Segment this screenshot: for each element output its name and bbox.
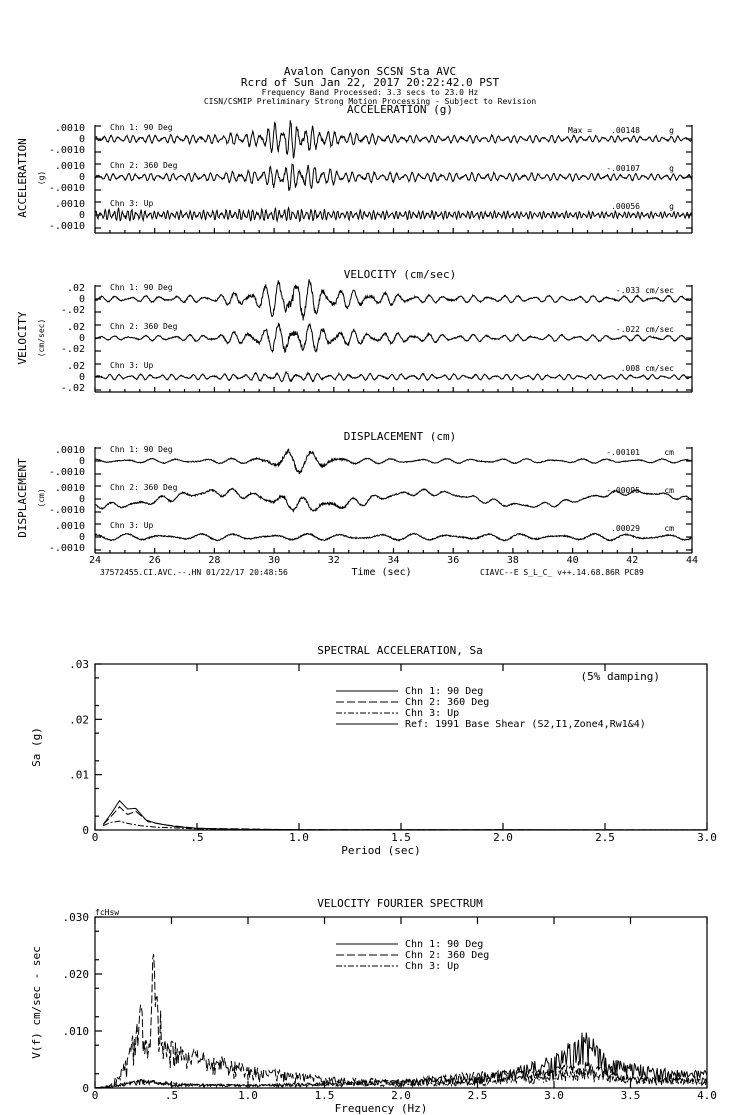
x-tick-label: 1.0 <box>289 831 309 844</box>
channel-max-value: -.033 <box>615 286 640 295</box>
x-tick-label: 32 <box>327 555 340 566</box>
trace-velocity-chn3 <box>95 372 692 382</box>
series-2-line <box>103 807 707 830</box>
channel-unit: g <box>669 202 674 211</box>
x-tick-label: 24 <box>88 555 102 566</box>
y-tick-label: 0 <box>78 172 85 183</box>
channel-unit: g <box>669 126 674 135</box>
plot-frame <box>95 917 707 1088</box>
x-tick-label: 2.0 <box>493 831 513 844</box>
y-axis-label: Sa (g) <box>30 727 43 767</box>
channel-max-value: -.00095 <box>606 486 640 495</box>
trace-acceleration-chn3 <box>95 208 692 222</box>
header-processing-note: CISN/CSMIP Preliminary Strong Motion Processing - Subject to Revision <box>203 97 537 106</box>
x-tick-label: 3.0 <box>544 1089 564 1102</box>
y-tick-label: .01 <box>69 768 89 782</box>
chart-title: VELOCITY FOURIER SPECTRUM <box>317 897 483 910</box>
y-tick-label: .02 <box>69 713 89 727</box>
x-tick-label: 4.0 <box>697 1089 717 1102</box>
panel-y-unit: (g) <box>37 170 46 186</box>
header-record-time: Rcrd of Sun Jan 22, 2017 20:22:42.0 PST <box>240 76 500 89</box>
channel-label: Chn 3: Up <box>110 521 154 530</box>
channel-unit: cm/sec <box>645 325 674 334</box>
trace-velocity-chn2 <box>95 324 692 352</box>
x-tick-label: 42 <box>626 555 639 566</box>
y-tick-label: .0010 <box>54 483 85 494</box>
y-tick-label: .020 <box>62 968 89 981</box>
channel-max-value: -.022 <box>615 325 640 334</box>
channel-max-value: .008 <box>620 364 640 373</box>
series-1-line <box>103 801 707 830</box>
x-axis-label: Period (sec) <box>341 844 421 857</box>
y-tick-label: .0010 <box>54 445 85 456</box>
x-axis-label: Time (sec) <box>351 567 412 578</box>
series-1-line <box>95 1033 707 1089</box>
channel-label: Chn 1: 90 Deg <box>110 123 173 132</box>
trace-velocity-chn1 <box>95 279 692 320</box>
channel-label: Chn 1: 90 Deg <box>110 283 173 292</box>
y-tick-label: .0010 <box>54 161 85 172</box>
y-tick-label: 0 <box>78 456 85 467</box>
x-tick-label: 44 <box>685 555 699 566</box>
y-axis-label: V(f) cm/sec - sec <box>30 946 43 1059</box>
corner-label: fcHsw <box>95 908 120 917</box>
x-axis-label: Frequency (Hz) <box>334 1102 428 1115</box>
x-tick-label: 1.5 <box>314 1089 335 1102</box>
series-3-line <box>103 821 707 830</box>
panel-y-unit: (cm) <box>37 488 46 508</box>
y-tick-label: -.0010 <box>48 221 85 232</box>
trace-acceleration-chn1 <box>95 120 692 158</box>
x-tick-label: 1.5 <box>391 831 411 844</box>
y-tick-label: .02 <box>66 322 85 333</box>
x-tick-label: 36 <box>447 555 460 566</box>
x-tick-label: 30 <box>268 555 281 566</box>
trace-displacement-chn3 <box>95 533 692 540</box>
x-tick-label: 1.0 <box>238 1089 258 1102</box>
y-tick-label: 0 <box>78 134 85 145</box>
y-tick-label: -.02 <box>60 383 85 394</box>
y-tick-label: .03 <box>69 658 89 671</box>
y-tick-label: 0 <box>78 210 85 221</box>
x-tick-label: 34 <box>387 555 400 566</box>
trace-displacement-chn1 <box>95 449 692 474</box>
x-tick-label: 38 <box>506 555 519 566</box>
y-tick-label: 0 <box>78 532 85 543</box>
y-tick-label: -.02 <box>60 344 85 355</box>
channel-max-value: -.00107 <box>606 164 640 173</box>
y-tick-label: -.0010 <box>48 543 85 554</box>
x-tick-label: 40 <box>566 555 579 566</box>
channel-label: Chn 1: 90 Deg <box>110 445 173 454</box>
y-tick-label: 0 <box>78 494 85 505</box>
y-tick-label: -.0010 <box>48 467 85 478</box>
x-tick-label: 3.0 <box>697 831 717 844</box>
legend-label: Chn 2: 360 Deg <box>405 697 490 708</box>
x-tick-label: .5 <box>164 1089 179 1102</box>
plot-frame <box>95 664 707 830</box>
x-tick-label: 3.5 <box>620 1089 641 1102</box>
panel-y-label: DISPLACEMENT <box>16 458 29 538</box>
max-label: Max = <box>568 126 593 135</box>
y-tick-label: 0 <box>78 372 85 383</box>
channel-label: Chn 3: Up <box>110 361 154 370</box>
legend-label: Ref: 1991 Base Shear (S2,I1,Zone4,Rw1&4) <box>405 719 646 730</box>
chart-title: SPECTRAL ACCELERATION, Sa <box>317 644 483 657</box>
channel-label: Chn 3: Up <box>110 199 154 208</box>
channel-label: Chn 2: 360 Deg <box>110 483 178 492</box>
damping-annotation: (5% damping) <box>580 670 660 683</box>
y-tick-label: -.0010 <box>48 145 85 156</box>
footer-processing-id: CIAVC--E S_L_C_ v++.14.68.86R PC89 <box>480 568 644 577</box>
trace-acceleration-chn2 <box>95 164 692 191</box>
channel-unit: cm/sec <box>645 286 674 295</box>
y-tick-label: 0 <box>82 824 89 837</box>
panel-title: DISPLACEMENT (cm) <box>343 430 457 443</box>
panel-title: ACCELERATION (g) <box>347 103 453 116</box>
y-tick-label: .0010 <box>54 521 85 532</box>
y-tick-label: .010 <box>62 1025 89 1038</box>
y-tick-label: 0 <box>78 294 85 305</box>
channel-max-value: .00029 <box>611 524 640 533</box>
x-tick-label: 0 <box>91 831 99 844</box>
panel-y-label: ACCELERATION <box>16 138 29 218</box>
header-frequency-band: Frequency Band Processed: 3.3 secs to 23.0 Hz <box>261 88 479 97</box>
x-tick-label: 2.5 <box>467 1089 488 1102</box>
x-tick-label: 2.0 <box>391 1089 411 1102</box>
x-tick-label: 28 <box>208 555 221 566</box>
channel-unit: cm <box>664 448 674 457</box>
legend-label: Chn 1: 90 Deg <box>405 686 484 697</box>
y-tick-label: 0 <box>82 1082 89 1095</box>
channel-unit: cm/sec <box>645 364 674 373</box>
x-tick-label: 26 <box>148 555 161 566</box>
channel-unit: cm <box>664 524 674 533</box>
legend-label: Chn 3: Up <box>405 961 460 972</box>
y-tick-label: 0 <box>78 333 85 344</box>
channel-max-value: .00148 <box>611 126 640 135</box>
y-tick-label: .030 <box>62 911 89 924</box>
panel-y-label: VELOCITY <box>16 311 29 365</box>
x-tick-label: 2.5 <box>595 831 615 844</box>
x-tick-label: 0 <box>91 1089 99 1102</box>
channel-unit: g <box>669 164 674 173</box>
y-tick-label: -.0010 <box>48 505 85 516</box>
footer-record-id: 37572455.CI.AVC.--.HN 01/22/17 20:48:56 <box>100 568 288 577</box>
channel-label: Chn 2: 360 Deg <box>110 161 178 170</box>
y-tick-label: .0010 <box>54 123 85 134</box>
header-station: Avalon Canyon SCSN Sta AVC <box>283 65 457 78</box>
panel-title: VELOCITY (cm/sec) <box>343 268 457 281</box>
channel-label: Chn 2: 360 Deg <box>110 322 178 331</box>
channel-max-value: -.00101 <box>606 448 640 457</box>
y-tick-label: .02 <box>66 361 85 372</box>
y-tick-label: -.02 <box>60 305 85 316</box>
y-tick-label: -.0010 <box>48 183 85 194</box>
channel-max-value: .00056 <box>611 202 640 211</box>
legend-label: Chn 2: 360 Deg <box>405 950 490 961</box>
channel-unit: cm <box>664 486 674 495</box>
legend-label: Chn 1: 90 Deg <box>405 939 484 950</box>
legend-label: Chn 3: Up <box>405 708 460 719</box>
x-tick-label: .5 <box>190 831 204 844</box>
trace-displacement-chn2 <box>95 488 692 511</box>
y-tick-label: .0010 <box>54 199 85 210</box>
panel-y-unit: (cm/sec) <box>37 318 46 358</box>
y-tick-label: .02 <box>66 283 85 294</box>
